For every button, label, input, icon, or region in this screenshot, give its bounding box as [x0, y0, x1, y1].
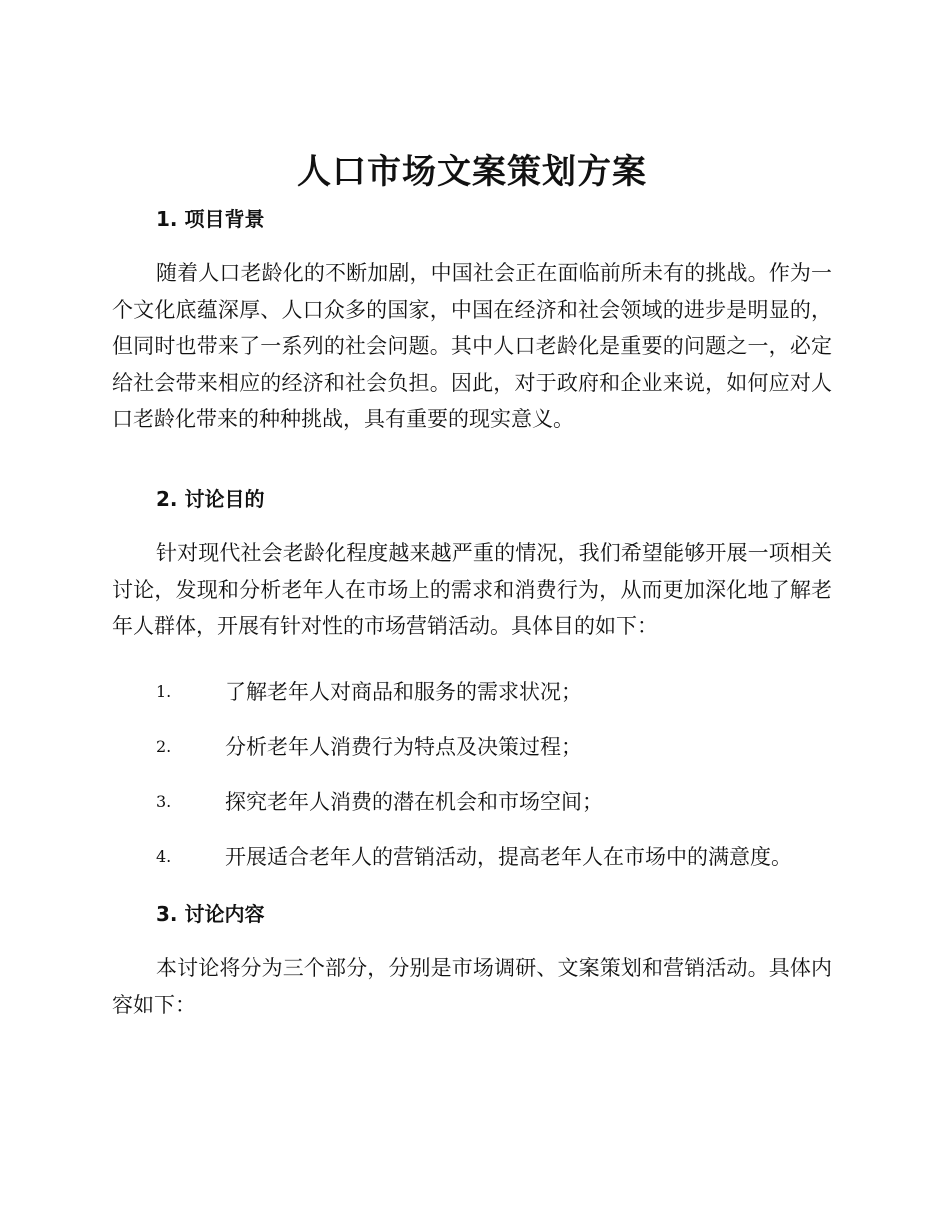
- list-item-text: 分析老年人消费行为特点及决策过程；: [225, 735, 582, 759]
- list-item: [156, 732, 832, 762]
- paragraph-background: 随着人口老龄化的不断加剧，中国社会正在面临前所未有的挑战。作为一个文化底蕴深厚、人口众多的国家，中国在经济和社会领域的进步是明显的，但同时也带来了一系列的社会问题。其中人口老龄化是重要的问题之一，必定给社会带来相应的经济和社会负担。因此，对于政府和企业来说，如何应对人口老龄化带来的种种挑战，具有重要的现实意义。: [112, 261, 832, 431]
- list-item-number: 3.: [156, 792, 172, 811]
- list-item: [156, 842, 832, 872]
- list-item-number: 4.: [156, 847, 172, 866]
- section-heading-purpose: 2. 讨论目的: [156, 487, 265, 511]
- section-heading-background: 1. 项目背景: [156, 207, 265, 231]
- paragraph-content: 本讨论将分为三个部分，分别是市场调研、文案策划和营销活动。具体内容如下：: [112, 956, 832, 1017]
- list-item-number: 1.: [156, 682, 172, 701]
- section-heading-content: 3. 讨论内容: [156, 902, 265, 926]
- list-item-text: 探究老年人消费的潜在机会和市场空间；: [225, 790, 603, 814]
- document-title: 人口市场文案策划方案: [297, 152, 647, 192]
- list-item: [156, 787, 832, 817]
- list-item-number: 2.: [156, 737, 172, 756]
- list-item-text: 了解老年人对商品和服务的需求状况；: [225, 680, 582, 704]
- list-item-text: 开展适合老年人的营销活动，提高老年人在市场中的满意度。: [225, 845, 792, 869]
- list-item: [156, 677, 832, 707]
- paragraph-purpose: 针对现代社会老龄化程度越来越严重的情况，我们希望能够开展一项相关讨论，发现和分析老年人在市场上的需求和消费行为，从而更加深化地了解老年人群体，开展有针对性的市场营销活动。具体目的如下：: [112, 541, 832, 638]
